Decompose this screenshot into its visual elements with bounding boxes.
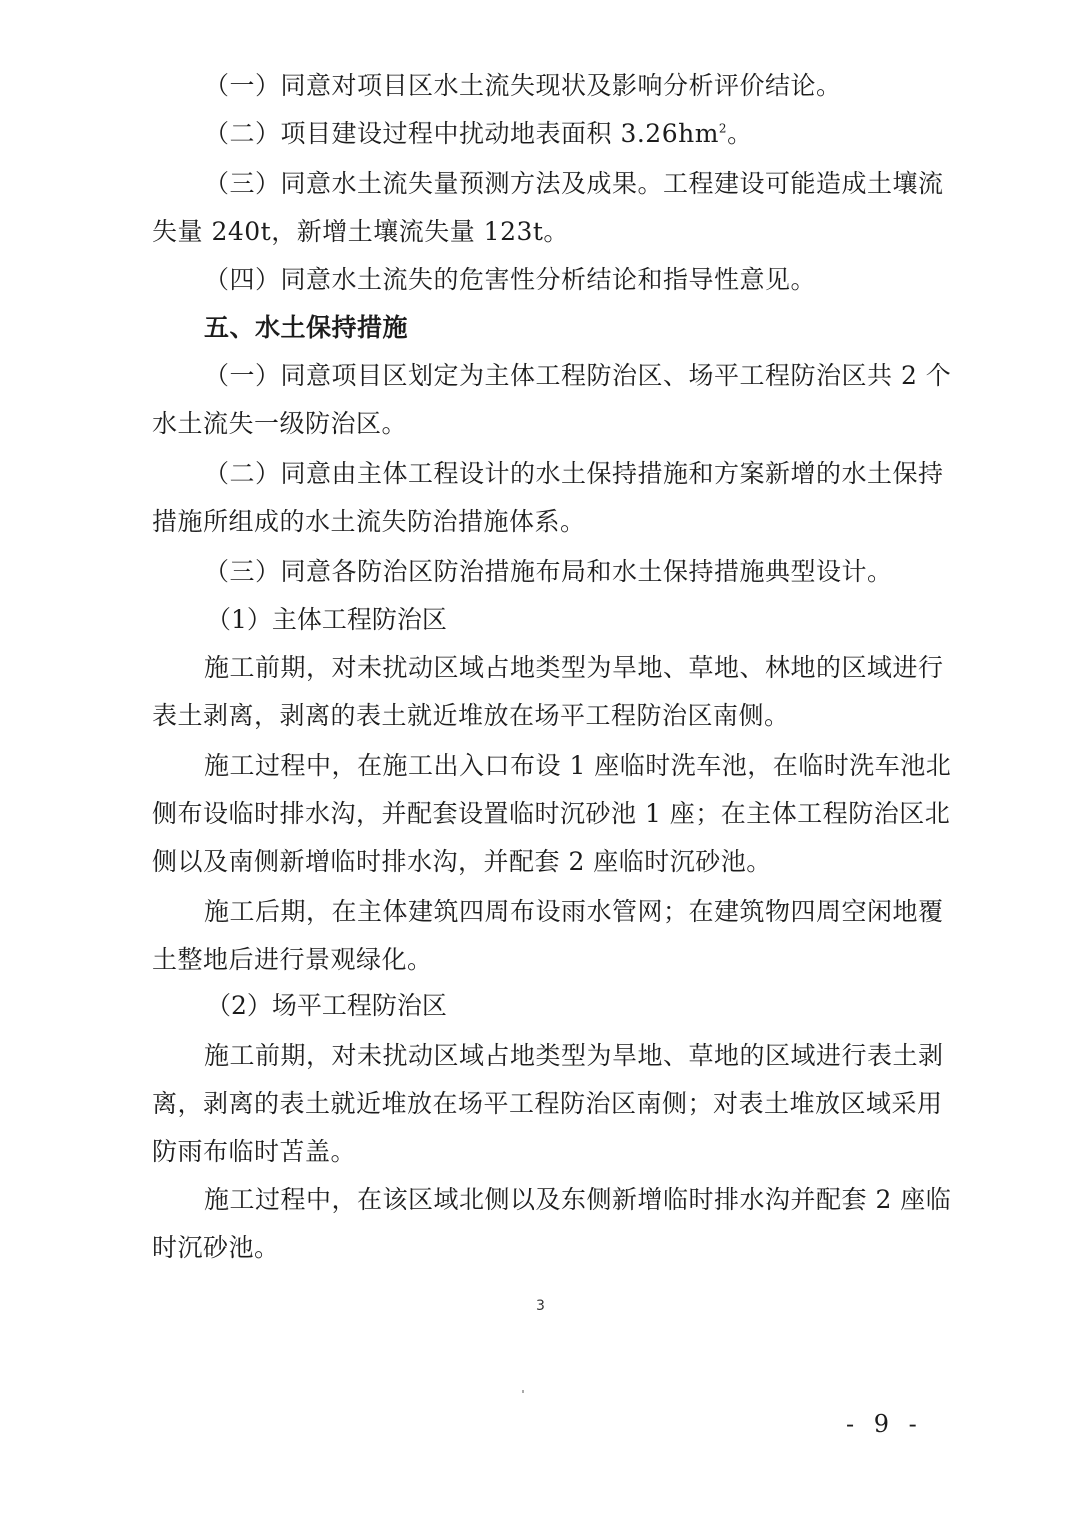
footer-page-number: - 9 -	[846, 1410, 923, 1438]
paragraph-2-end: 。	[727, 119, 753, 148]
paragraph-9: 施工过程中，在施工出入口布设 1 座临时洗车池，在临时洗车池北侧布设临时排水沟，并配套设置临时沉砂池 1 座；在主体工程防治区北侧以及南侧新增临时排水沟，并配套 2 座临时沉砂池。	[152, 751, 952, 876]
paragraph-8: 施工前期，对未扰动区域占地类型为旱地、草地、林地的区域进行表土剥离，剥离的表土就近堆放在场平工程防治区南侧。	[152, 653, 944, 730]
paragraph-11: 施工前期，对未扰动区域占地类型为旱地、草地的区域进行表土剥离，剥离的表土就近堆放在场平工程防治区南侧；对表土堆放区域采用防雨布临时苫盖。	[152, 1041, 944, 1166]
paragraph-7: （三）同意各防治区防治措施布局和水土保持措施典型设计。	[204, 557, 893, 586]
paragraph-1: （一）同意对项目区水土流失现状及影响分析评价结论。	[204, 71, 842, 100]
section-heading: 五、水土保持措施	[204, 313, 409, 342]
paragraph-10: 施工后期，在主体建筑四周布设雨水管网；在建筑物四周空闲地覆土整地后进行景观绿化。	[152, 897, 944, 974]
superscript-2: 2	[718, 121, 728, 136]
scan-page-number: 3	[536, 1298, 545, 1314]
paragraph-6: （二）同意由主体工程设计的水土保持措施和方案新增的水土保持措施所组成的水土流失防治措施体系。	[152, 459, 944, 536]
paragraph-5: （一）同意项目区划定为主体工程防治区、场平工程防治区共 2 个水土流失一级防治区。	[152, 361, 952, 438]
paragraph-2-text: （二）项目建设过程中扰动地表面积 3.26hm	[204, 119, 719, 148]
paragraph-12: 施工过程中，在该区域北侧以及东侧新增临时排水沟并配套 2 座临时沉砂池。	[152, 1185, 952, 1262]
paragraph-3: （三）同意水土流失量预测方法及成果。工程建设可能造成土壤流失量 240t，新增土壤流失量 123t。	[152, 169, 944, 246]
subsection-2: （2）场平工程防治区	[206, 991, 447, 1020]
scan-artifact	[522, 1390, 524, 1393]
subsection-1: （1）主体工程防治区	[206, 605, 447, 634]
paragraph-4: （四）同意水土流失的危害性分析结论和指导性意见。	[204, 265, 817, 294]
paragraph-2	[152, 110, 952, 158]
